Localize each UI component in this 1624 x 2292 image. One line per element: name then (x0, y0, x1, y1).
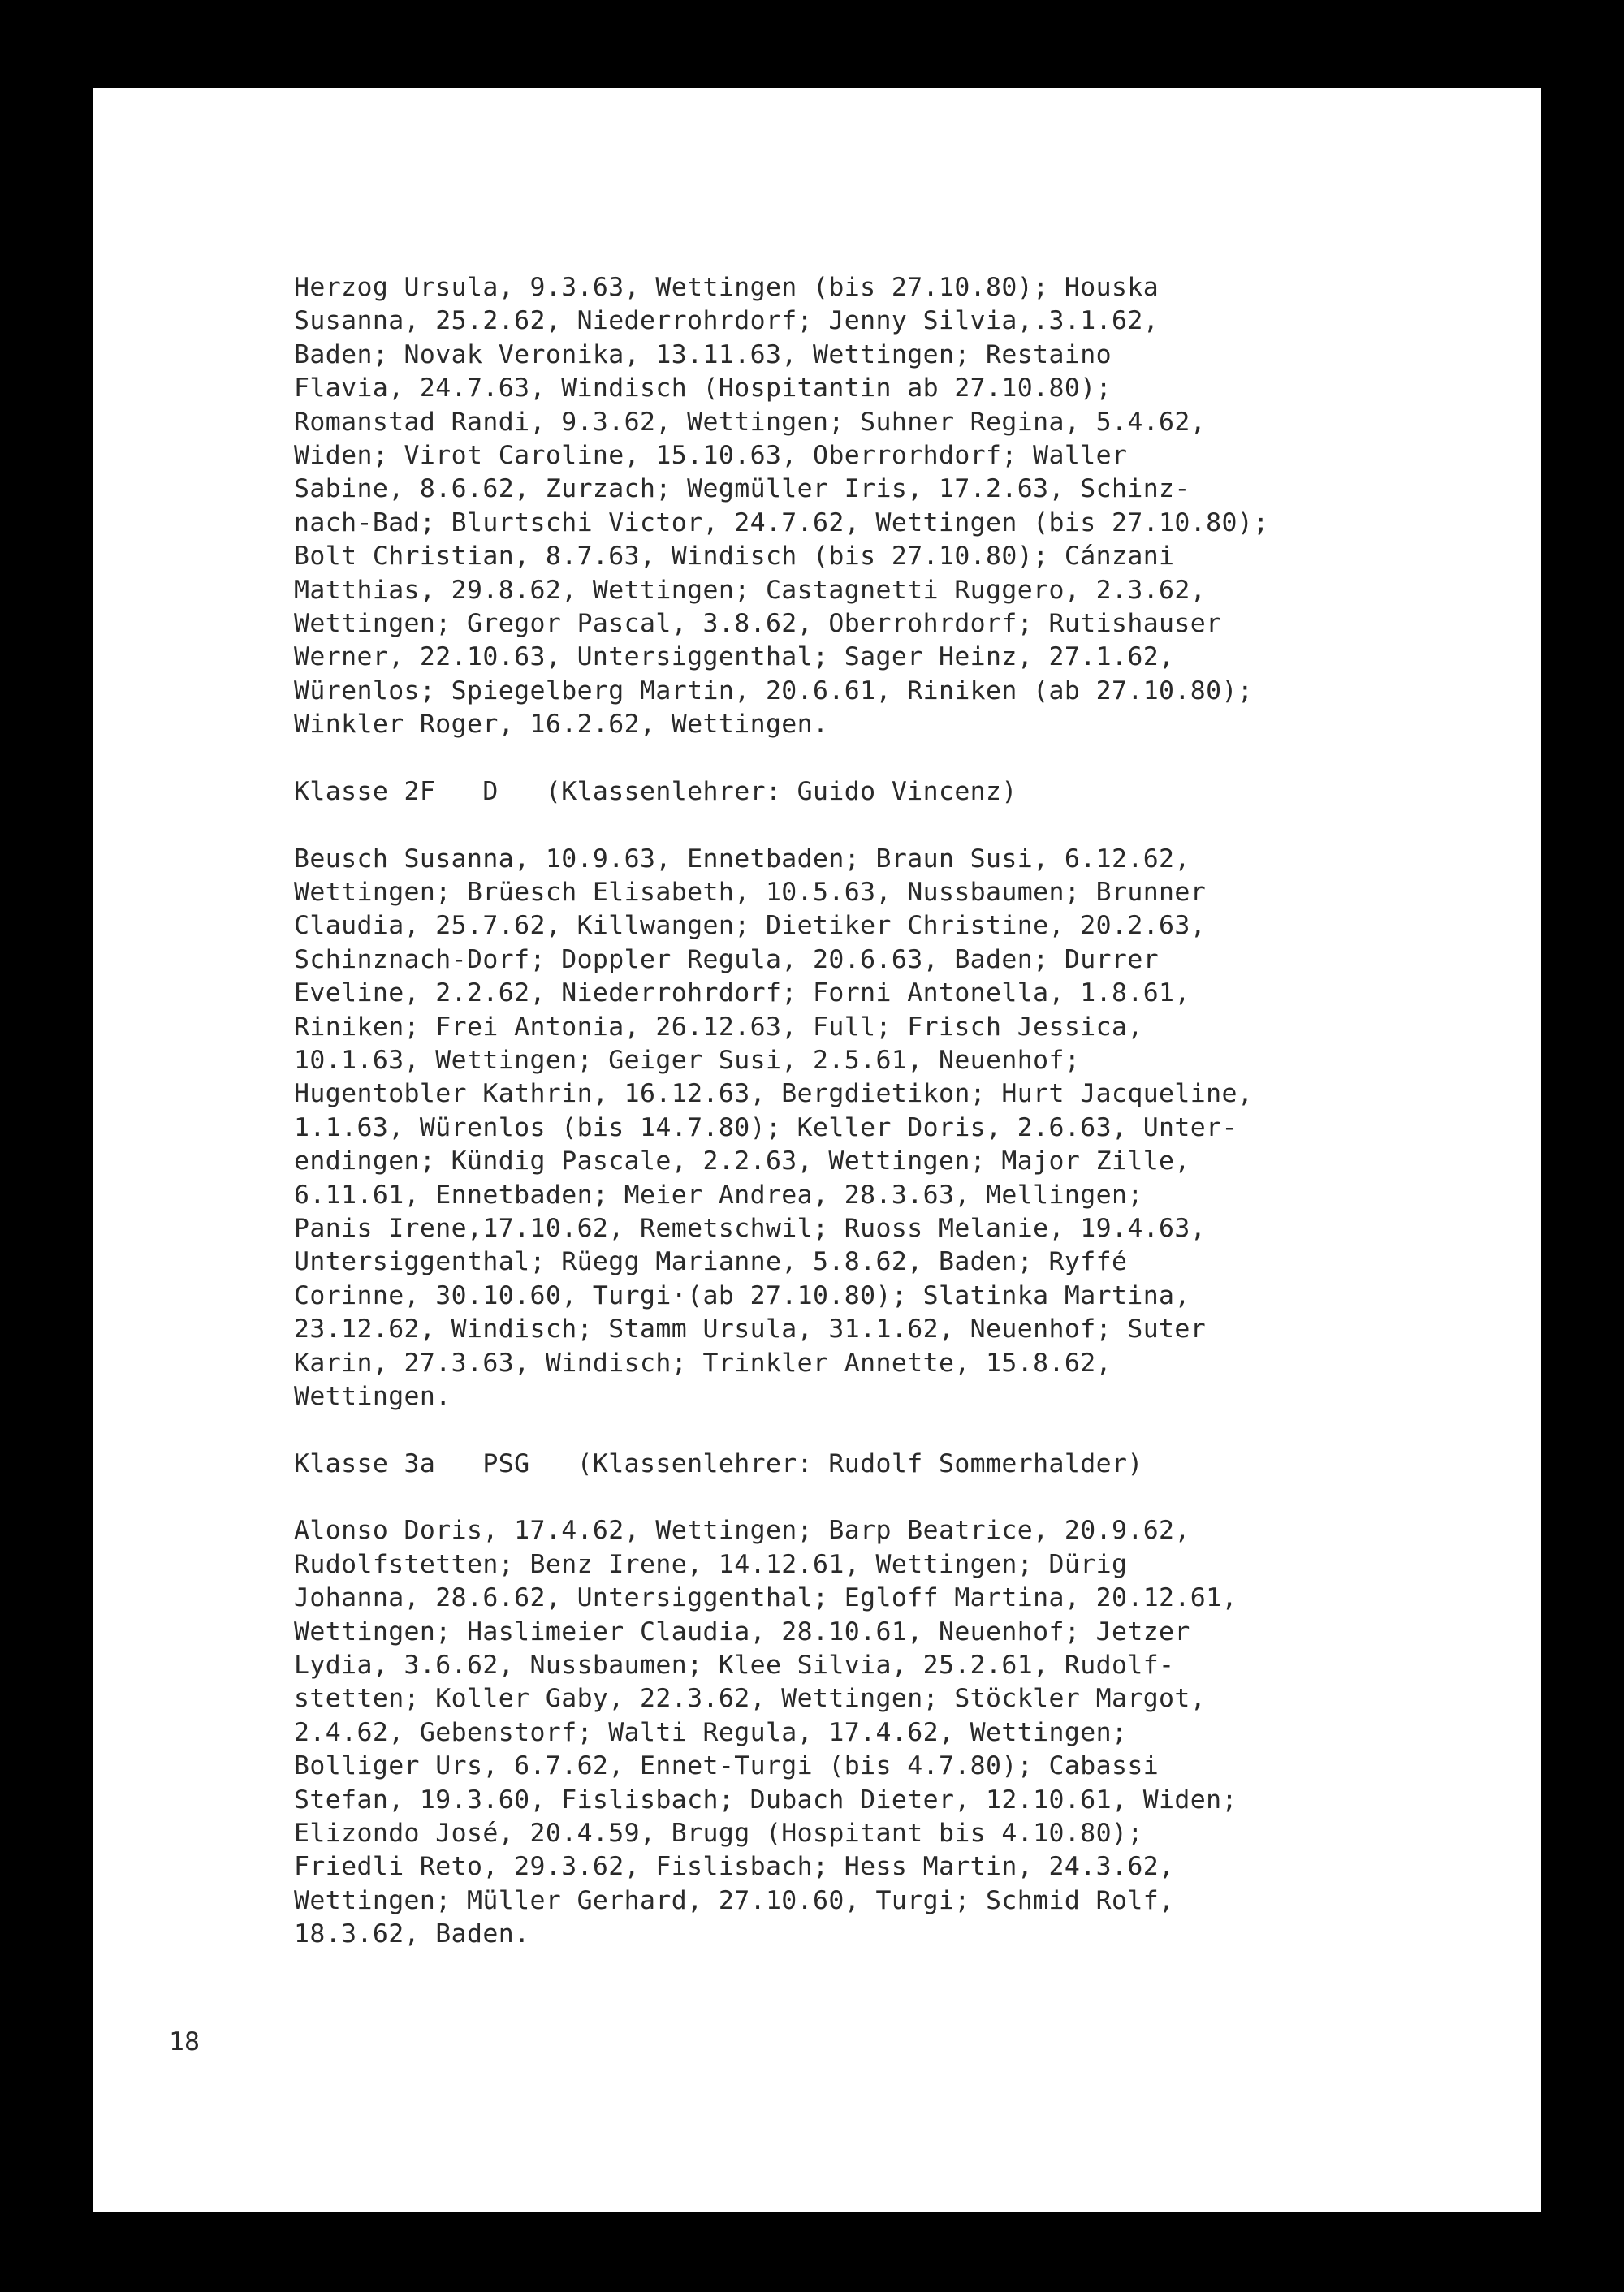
text-line: 18.3.62, Baden. (294, 1919, 530, 1949)
paragraph-gap (294, 741, 1512, 775)
class-heading (294, 775, 1512, 809)
text-line: Matthias, 29.8.62, Wettingen; Castagnetti Ruggero, 2.3.62, (294, 575, 1207, 605)
text-line: Beusch Susanna, 10.9.63, Ennetbaden; Braun Susi, 6.12.62, (294, 844, 1190, 874)
text-line: Panis Irene,17.10.62, Remetschwil; Ruoss Melanie, 19.4.63, (294, 1213, 1207, 1243)
text-line: Wettingen; Müller Gerhard, 27.10.60, Turgi; Schmid Rolf, (294, 1885, 1175, 1915)
text-line: endingen; Kündig Pascale, 2.2.63, Wettingen; Major Zille, (294, 1146, 1190, 1176)
text-line: Susanna, 25.2.62, Niederrohrdorf; Jenny Silvia,.3.1.62, (294, 306, 1160, 336)
text-line: Friedli Reto, 29.3.62, Fislisbach; Hess Martin, 24.3.62, (294, 1852, 1175, 1882)
student-list-paragraph (294, 843, 1512, 1414)
page-content (294, 271, 1512, 1952)
text-line: Winkler Roger, 16.2.62, Wettingen. (294, 710, 829, 740)
text-line: Untersiggenthal; Rüegg Marianne, 5.8.62, Baden; Ryffé (294, 1247, 1128, 1277)
text-line: 2.4.62, Gebenstorf; Walti Regula, 17.4.62, Wettingen; (294, 1717, 1128, 1747)
student-list-paragraph (294, 1514, 1512, 1951)
paragraph-gap (294, 1481, 1512, 1514)
text-line: Eveline, 2.2.62, Niederrohrdorf; Forni Antonella, 1.8.61, (294, 978, 1190, 1008)
text-line: Alonso Doris, 17.4.62, Wettingen; Barp Beatrice, 20.9.62, (294, 1516, 1190, 1546)
student-list-paragraph (294, 271, 1512, 741)
text-line: 6.11.61, Ennetbaden; Meier Andrea, 28.3.63, Mellingen; (294, 1180, 1143, 1210)
text-line: Wettingen. (294, 1381, 451, 1411)
text-line: Bolliger Urs, 6.7.62, Ennet-Turgi (bis 4.7.80); Cabassi (294, 1751, 1160, 1781)
text-line: 1.1.63, Würenlos (bis 14.7.80); Keller Doris, 2.6.63, Unter- (294, 1112, 1237, 1142)
text-line: Baden; Novak Veronika, 13.11.63, Wettingen; Restaino (294, 339, 1112, 369)
text-line: 23.12.62, Windisch; Stamm Ursula, 31.1.62, Neuenhof; Suter (294, 1314, 1207, 1345)
text-line: Claudia, 25.7.62, Killwangen; Dietiker Christine, 20.2.63, (294, 911, 1207, 941)
text-line: Stefan, 19.3.60, Fislisbach; Dubach Dieter, 12.10.61, Widen; (294, 1785, 1237, 1815)
text-line: Sabine, 8.6.62, Zurzach; Wegmüller Iris, 17.2.63, Schinz- (294, 474, 1190, 504)
heading-line: Klasse 3a PSG (Klassenlehrer: Rudolf Sommerhalder) (294, 1448, 1143, 1478)
text-line: nach-Bad; Blurtschi Victor, 24.7.62, Wettingen (bis 27.10.80); (294, 507, 1269, 537)
text-line: Herzog Ursula, 9.3.63, Wettingen (bis 27.10.80); Houska (294, 273, 1160, 302)
text-line: Wettingen; Gregor Pascal, 3.8.62, Oberrohrdorf; Rutishauser (294, 608, 1222, 638)
text-line: Wettingen; Brüesch Elisabeth, 10.5.63, Nussbaumen; Brunner (294, 878, 1207, 908)
text-line: Würenlos; Spiegelberg Martin, 20.6.61, Riniken (ab 27.10.80); (294, 676, 1254, 706)
text-line: Johanna, 28.6.62, Untersiggenthal; Egloff Martina, 20.12.61, (294, 1583, 1237, 1613)
text-line: Wettingen; Haslimeier Claudia, 28.10.61, Neuenhof; Jetzer (294, 1616, 1190, 1647)
class-heading (294, 1448, 1512, 1481)
text-line: Corinne, 30.10.60, Turgi·(ab 27.10.80); Slatinka Martina, (294, 1280, 1190, 1310)
text-line: Rudolfstetten; Benz Irene, 14.12.61, Wettingen; Dürig (294, 1549, 1128, 1579)
paragraph-gap (294, 809, 1512, 842)
text-line: Hugentobler Kathrin, 16.12.63, Bergdietikon; Hurt Jacqueline, (294, 1079, 1254, 1109)
text-line: Werner, 22.10.63, Untersiggenthal; Sager Heinz, 27.1.62, (294, 642, 1175, 672)
text-line: Riniken; Frei Antonia, 26.12.63, Full; Frisch Jessica, (294, 1012, 1143, 1042)
text-line: Bolt Christian, 8.7.63, Windisch (bis 27.10.80); Cánzani (294, 542, 1175, 572)
text-line: Schinznach-Dorf; Doppler Regula, 20.6.63, Baden; Durrer (294, 944, 1160, 974)
text-line: stetten; Koller Gaby, 22.3.62, Wettingen; Stöckler Margot, (294, 1684, 1207, 1714)
text-line: Elizondo José, 20.4.59, Brugg (Hospitant bis 4.10.80); (294, 1818, 1143, 1848)
text-line: 10.1.63, Wettingen; Geiger Susi, 2.5.61, Neuenhof; (294, 1045, 1081, 1075)
heading-line: Klasse 2F D (Klassenlehrer: Guido Vincenz) (294, 776, 1017, 806)
text-line: Flavia, 24.7.63, Windisch (Hospitantin ab 27.10.80); (294, 373, 1112, 404)
text-line: Widen; Virot Caroline, 15.10.63, Oberrorhdorf; Waller (294, 440, 1128, 470)
text-line: Romanstad Randi, 9.3.62, Wettingen; Suhner Regina, 5.4.62, (294, 407, 1207, 437)
paragraph-gap (294, 1414, 1512, 1447)
text-line: Lydia, 3.6.62, Nussbaumen; Klee Silvia, 25.2.61, Rudolf- (294, 1651, 1175, 1681)
document-page (93, 88, 1541, 2212)
text-line: Karin, 27.3.63, Windisch; Trinkler Annette, 15.8.62, (294, 1348, 1112, 1378)
page-number: 18 (169, 2027, 200, 2057)
